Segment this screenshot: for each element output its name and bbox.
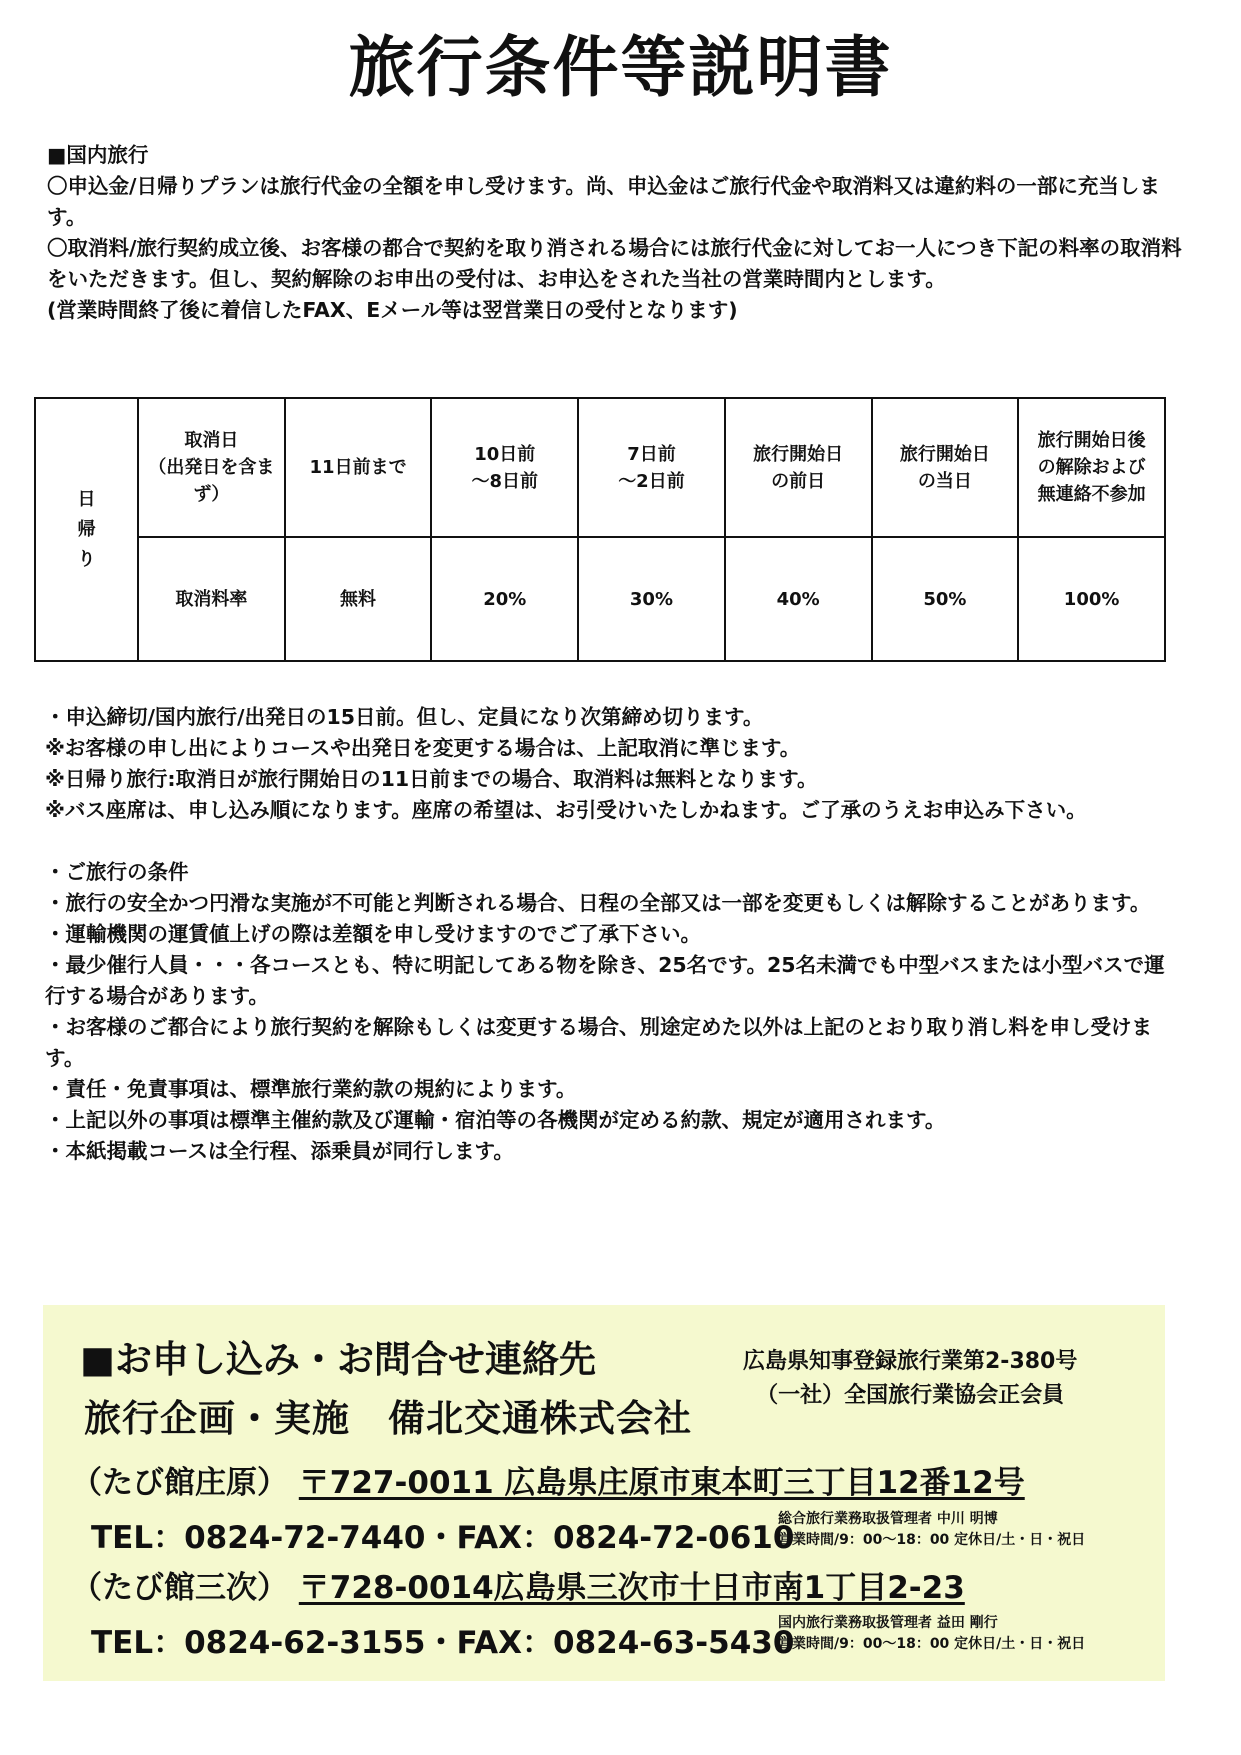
period-cell <box>1018 398 1165 537</box>
period-cell <box>725 398 872 537</box>
period-label: 11日前まで <box>309 457 407 478</box>
period-cell <box>578 398 725 537</box>
intro-section <box>47 140 1187 326</box>
section-heading: ■国内旅行 <box>47 143 149 167</box>
note-escort: ・本紙掲載コースは全行程、添乗員が同行します。 <box>45 1139 514 1163</box>
association-membership: （一社）全国旅行業協会正会員 <box>756 1383 1065 1408</box>
branch-name: （たび館庄原） <box>71 1465 288 1501</box>
contact-heading: ■お申し込み・お問合せ連絡先 <box>80 1338 596 1381</box>
period-cell <box>872 398 1019 537</box>
rate-cell: 無料 <box>285 537 432 661</box>
deposit-text: 〇申込金/日帰りプランは旅行代金の全額を申し受けます。尚、申込金はご旅行代金や取消料又は違約料の一部に充当します。 <box>47 174 1160 229</box>
branch-address: 〒728-0014広島県三次市十日市南1丁目2-23 <box>298 1570 965 1606</box>
branch-name: （たび館三次） <box>71 1570 288 1606</box>
rate-cell: 40% <box>725 537 872 661</box>
spacer <box>45 826 1185 857</box>
branch-miyoshi <box>71 1562 965 1607</box>
conditions-heading: ・ご旅行の条件 <box>45 860 189 884</box>
cancel-policy-text: 〇取消料/旅行契約成立後、お客様の都合で契約を取り消される場合には旅行代金に対してお一人につき下記の料率の取消料をいただきます。但し、契約解除のお申出の受付は、お申込をされた当社の営業時間内とします。 <box>47 236 1182 291</box>
note-minimum: ・最少催行人員・・・各コースとも、特に明記してある物を除き、25名です。25名未満でも中型バスまたは小型バスで運行する場合があります。 <box>45 953 1165 1008</box>
branch-manager-block <box>778 1613 1085 1655</box>
period-cell <box>285 398 432 537</box>
branch-hours: 営業時間/9：00～18：00 定休日/土・日・祝日 <box>778 1636 1086 1652</box>
branch-hours: 営業時間/9：00～18：00 定休日/土・日・祝日 <box>778 1532 1086 1548</box>
note-day-trip: ※日帰り旅行:取消日が旅行開始日の11日前までの場合、取消料は無料となります。 <box>45 767 818 791</box>
period-label: 旅行開始日 の前日 <box>753 443 844 492</box>
period-cell <box>431 398 578 537</box>
cancellation-fee-table <box>34 397 1166 662</box>
after-hours-text: (営業時間終了後に着信したFAX、Eメール等は翌営業日の受付となります) <box>47 298 738 322</box>
branch-manager: 国内旅行業務取扱管理者 益田 剛行 <box>778 1615 998 1631</box>
period-label: 10日前 ～8日前 <box>471 443 539 492</box>
rate-cell: 30% <box>578 537 725 661</box>
branch-phone: TEL：0824-62-3155・FAX：0824-63-5430 <box>91 1625 795 1661</box>
note-fare: ・運輸機関の運賃値上げの際は差額を申し受けますのでご了承下さい。 <box>45 922 701 946</box>
day-header-cell <box>138 398 285 537</box>
period-label: 7日前 ～2日前 <box>618 443 685 492</box>
note-liability: ・責任・免責事項は、標準旅行業約款の規約によります。 <box>45 1077 577 1101</box>
trip-type-label: 日帰り <box>77 488 96 570</box>
rate-cell: 20% <box>431 537 578 661</box>
day-header: 取消日 （出発日を含まず） <box>148 430 275 505</box>
note-change: ※お客様の申し出によりコースや出発日を変更する場合は、上記取消に準じます。 <box>45 736 801 760</box>
note-other: ・上記以外の事項は標準主催約款及び運輸・宿泊等の各機関が定める約款、規定が適用されます。 <box>45 1108 946 1132</box>
branch-manager: 総合旅行業務取扱管理者 中川 明博 <box>778 1511 998 1527</box>
period-label: 旅行開始日後 の解除および 無連絡不参加 <box>1037 430 1146 505</box>
rate-cell: 100% <box>1018 537 1165 661</box>
registration-block <box>743 1345 1077 1413</box>
contact-box <box>43 1305 1165 1681</box>
rate-header-cell: 取消料率 <box>138 537 285 661</box>
registration-number: 広島県知事登録旅行業第2-380号 <box>743 1349 1078 1374</box>
note-bus-seat: ※バス座席は、申し込み順になります。座席の希望は、お引受けいたしかねます。ご了承のうえお申込み下さい。 <box>45 798 1087 822</box>
note-safety: ・旅行の安全かつ円滑な実施が不可能と判断される場合、日程の全部又は一部を変更もしくは解除することがあります。 <box>45 891 1151 915</box>
trip-type-cell <box>35 398 138 661</box>
note-customer-cancel: ・お客様のご都合により旅行契約を解除もしくは変更する場合、別途定めた以外は上記のとおり取り消し料を申し受けます。 <box>45 1015 1152 1070</box>
branch-phone: TEL：0824-72-7440・FAX：0824-72-0610 <box>91 1520 795 1556</box>
company-name: 旅行企画・実施 備北交通株式会社 <box>84 1397 692 1440</box>
page-title: 旅行条件等説明書 <box>348 29 893 106</box>
branch-address: 〒727-0011 広島県庄原市東本町三丁目12番12号 <box>298 1465 1025 1501</box>
notes-section <box>45 702 1185 1167</box>
branch-shobara <box>71 1457 1025 1502</box>
note-deadline: ・申込締切/国内旅行/出発日の15日前。但し、定員になり次第締め切ります。 <box>45 705 764 729</box>
branch-manager-block <box>778 1509 1085 1551</box>
rate-cell: 50% <box>872 537 1019 661</box>
period-label: 旅行開始日 の当日 <box>899 443 990 492</box>
